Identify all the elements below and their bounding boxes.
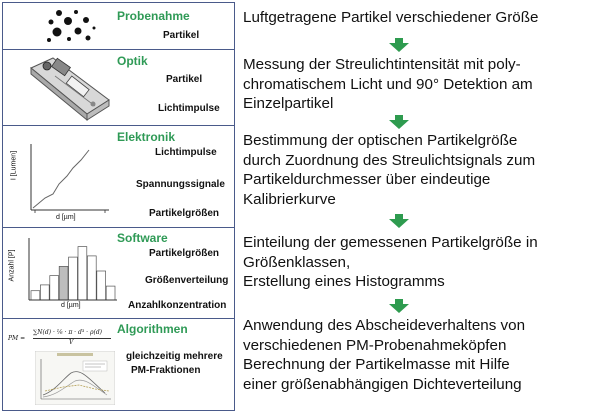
step-line: durch Zuordnung des Streulichtsignals zum	[243, 151, 536, 169]
step-line: Einteilung der gemessenen Partikelgröße in	[243, 234, 538, 251]
label-spannungssignale: Spannungssignale	[136, 179, 225, 190]
down-arrow-icon	[389, 38, 409, 52]
label-partikel: Partikel	[166, 74, 203, 85]
label-partikelgroessen: Partikelgrößen	[149, 248, 220, 259]
panel-title-software: Software	[117, 231, 168, 245]
step-line: Messung der Streulichtintensität mit poly-	[243, 56, 521, 73]
step-2-text	[243, 55, 593, 114]
formula-denominator: V	[69, 339, 74, 346]
step-line: Anwendung des Abscheideverhaltens von	[243, 317, 526, 334]
panel-title-elektronik: Elektronik	[117, 130, 176, 144]
step-3-text	[243, 131, 593, 209]
histogram-bar	[31, 291, 40, 300]
histogram-bar	[97, 271, 106, 300]
pm-fraction-chart-thumbnail	[35, 351, 115, 405]
label-lichtimpulse: Lichtimpulse	[158, 103, 220, 114]
histogram-bar	[69, 257, 78, 300]
formula-lhs: PM =	[8, 335, 26, 342]
down-arrow-icon	[389, 115, 409, 129]
step-line: Bestimmung der optischen Partikelgröße	[243, 132, 518, 149]
step-5-text	[243, 316, 593, 394]
step-line: Luftgetragene Partikel verschiedener Größe	[243, 9, 539, 26]
optical-sensor-illustration	[23, 54, 115, 124]
panel-title-probenahme: Probenahme	[117, 9, 190, 23]
histogram-bar	[106, 286, 115, 300]
histogram-bar	[87, 256, 96, 300]
step-line: Einzelpartikel	[243, 95, 334, 113]
label-lichtimpulse: Lichtimpulse	[155, 147, 217, 158]
step-line: Erstellung eines Histogramms	[243, 273, 445, 291]
histogram-bar	[78, 247, 87, 300]
panel-elektronik	[3, 126, 234, 228]
step-line: einer größenabhängigen Dichteverteilung	[243, 375, 522, 393]
step-line: Partikeldurchmesser über eindeutige	[243, 171, 491, 189]
step-line: Kalibrierkurve	[243, 190, 336, 208]
histogram-xlabel: d [µm]	[61, 302, 81, 309]
panel-algorithmen	[3, 319, 234, 412]
label-groessenverteilung: Größenverteilung	[145, 275, 229, 286]
calibration-curve-graph	[9, 138, 115, 222]
histogram-ylabel: Anzahl [P]	[8, 249, 16, 282]
panel-title-algorithmen: Algorithmen	[117, 322, 188, 336]
formula-numerator: ∑N(d) · ⅙ · π · d³ · ρ(d)	[33, 329, 102, 336]
graph-ylabel: I [Lumen]	[10, 150, 18, 181]
panel-title-optik: Optik	[117, 54, 148, 68]
histogram-bar	[50, 276, 59, 300]
panel-optik	[3, 50, 234, 126]
step-line: verschiedenen PM-Probenahmeköpfen	[243, 336, 507, 354]
histogram-bar	[40, 285, 49, 300]
step-line: Berechnung der Partikelmasse mit Hilfe	[243, 356, 510, 374]
label-pm-fraktionen: PM-Fraktionen	[131, 365, 201, 376]
down-arrow-icon	[389, 214, 409, 228]
down-arrow-icon	[389, 299, 409, 313]
panel-software	[3, 228, 234, 319]
label-gleichzeitig-mehrere: gleichzeitig mehrere	[126, 351, 223, 362]
step-4-text	[243, 233, 593, 292]
process-panel-column	[2, 2, 235, 411]
label-partikel: Partikel	[163, 30, 200, 41]
label-anzahlkonzentration: Anzahlkonzentration	[128, 300, 227, 311]
particles-illustration	[41, 7, 101, 45]
panel-probenahme	[3, 3, 234, 50]
label-partikelgroessen: Partikelgrößen	[149, 208, 220, 219]
histogram-bar	[59, 266, 68, 300]
step-line: chromatischem Licht und 90° Detektion am	[243, 75, 533, 93]
step-line: Größenklassen,	[243, 253, 351, 271]
step-1-text	[243, 8, 593, 28]
histogram-bars	[31, 247, 115, 300]
graph-xlabel: d [µm]	[56, 214, 76, 221]
